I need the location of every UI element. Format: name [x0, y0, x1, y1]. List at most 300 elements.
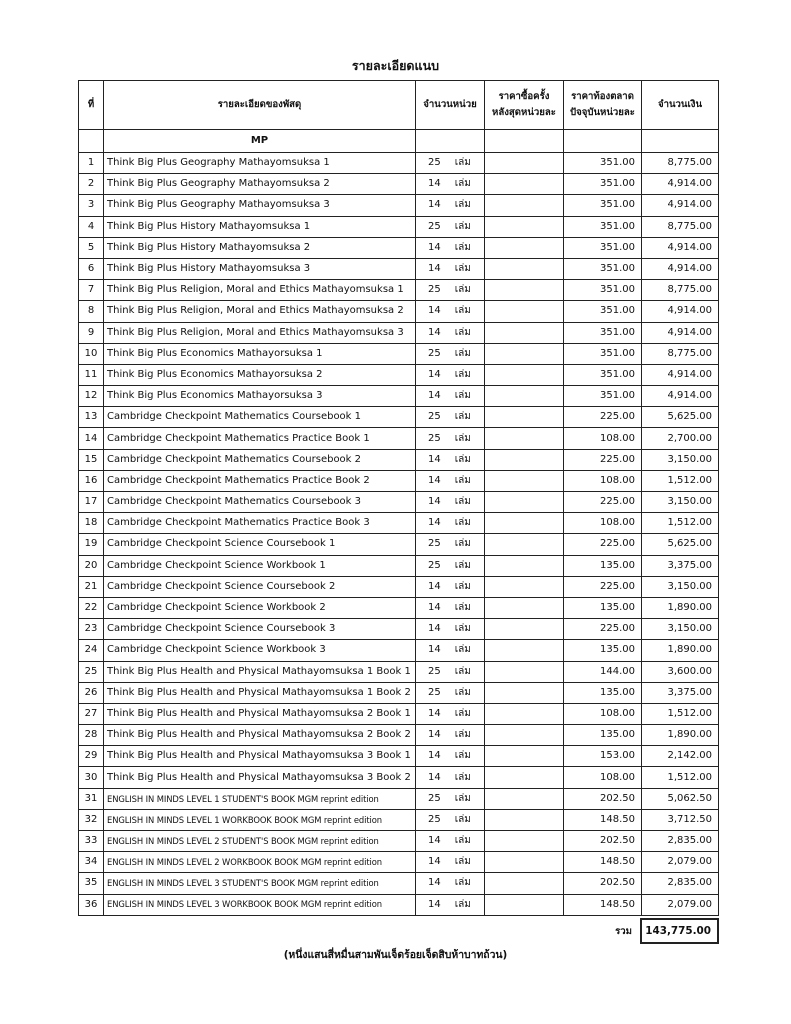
row-quantity	[416, 237, 485, 258]
row-unit: เล่ม	[454, 559, 471, 571]
row-quantity-value: 14	[428, 835, 441, 847]
row-last-price	[485, 174, 564, 195]
row-unit: เล่ม	[454, 644, 471, 656]
row-description: Cambridge Checkpoint Science Coursebook 2	[104, 576, 416, 597]
row-no: 33	[79, 831, 104, 852]
row-quantity-value: 25	[428, 665, 441, 677]
table-row	[79, 767, 719, 788]
row-quantity	[416, 703, 485, 724]
row-no: 32	[79, 809, 104, 830]
row-market-price: 225.00	[564, 534, 642, 555]
row-last-price	[485, 619, 564, 640]
row-amount: 4,914.00	[642, 237, 719, 258]
row-unit: เล่ม	[454, 453, 471, 465]
row-quantity-value: 14	[428, 474, 441, 486]
row-quantity	[416, 428, 485, 449]
section-no-cell	[79, 130, 104, 153]
table-row	[79, 174, 719, 195]
row-description: Cambridge Checkpoint Science Workbook 2	[104, 597, 416, 618]
row-market-price: 351.00	[564, 258, 642, 279]
row-amount: 4,914.00	[642, 195, 719, 216]
row-no: 7	[79, 280, 104, 301]
row-quantity-value: 14	[428, 453, 441, 465]
row-quantity	[416, 153, 485, 174]
table-row	[79, 809, 719, 830]
row-description: Think Big Plus History Mathayomsuksa 3	[104, 258, 416, 279]
row-market-price: 202.50	[564, 873, 642, 894]
row-market-price: 144.00	[564, 661, 642, 682]
row-unit: เล่ม	[454, 368, 471, 380]
row-no: 14	[79, 428, 104, 449]
row-quantity-value: 14	[428, 856, 441, 868]
row-last-price	[485, 364, 564, 385]
row-unit: เล่ม	[454, 877, 471, 889]
row-unit: เล่ม	[454, 686, 471, 698]
row-last-price	[485, 682, 564, 703]
row-quantity	[416, 767, 485, 788]
row-description: Think Big Plus Religion, Moral and Ethics Mathayomsuksa 1	[104, 280, 416, 301]
row-description: Think Big Plus Religion, Moral and Ethics Mathayomsuksa 3	[104, 322, 416, 343]
row-description: Cambridge Checkpoint Mathematics Practice Book 3	[104, 513, 416, 534]
row-no: 21	[79, 576, 104, 597]
row-market-price: 135.00	[564, 682, 642, 703]
table-row	[79, 216, 719, 237]
table-row	[79, 428, 719, 449]
row-description: Think Big Plus Health and Physical Mathayomsuksa 2 Book 1	[104, 703, 416, 724]
row-quantity-value: 25	[428, 538, 441, 550]
row-quantity-value: 25	[428, 559, 441, 571]
table-row	[79, 682, 719, 703]
row-description: Cambridge Checkpoint Science Coursebook 3	[104, 619, 416, 640]
row-unit: เล่ม	[454, 474, 471, 486]
header-last-price-line2: หลังสุดหน่วยละ	[492, 107, 556, 118]
table-row	[79, 280, 719, 301]
row-unit: เล่ม	[454, 856, 471, 868]
table-row	[79, 407, 719, 428]
row-market-price: 108.00	[564, 470, 642, 491]
row-no: 1	[79, 153, 104, 174]
row-no: 28	[79, 725, 104, 746]
header-no: ที่	[79, 81, 104, 130]
row-no: 9	[79, 322, 104, 343]
row-no: 30	[79, 767, 104, 788]
row-description: Cambridge Checkpoint Science Workbook 3	[104, 640, 416, 661]
row-amount: 2,142.00	[642, 746, 719, 767]
row-last-price	[485, 597, 564, 618]
row-amount: 2,700.00	[642, 428, 719, 449]
row-description: Think Big Plus Health and Physical Mathayomsuksa 3 Book 2	[104, 767, 416, 788]
row-no: 27	[79, 703, 104, 724]
row-last-price	[485, 301, 564, 322]
row-market-price: 225.00	[564, 407, 642, 428]
row-last-price	[485, 492, 564, 513]
row-amount: 3,375.00	[642, 555, 719, 576]
row-no: 16	[79, 470, 104, 491]
row-quantity	[416, 831, 485, 852]
row-quantity-value: 14	[428, 580, 441, 592]
total-row	[564, 919, 718, 943]
table-row	[79, 153, 719, 174]
row-description: Think Big Plus History Mathayomsuksa 2	[104, 237, 416, 258]
row-quantity	[416, 216, 485, 237]
section-label: MP	[104, 130, 416, 153]
table-row	[79, 555, 719, 576]
row-description: ENGLISH IN MINDS LEVEL 1 WORKBOOK BOOK MGM reprint edition	[104, 809, 416, 830]
row-quantity-value: 25	[428, 157, 441, 169]
document-title: รายละเอียดแนบ	[351, 58, 440, 73]
row-no: 3	[79, 195, 104, 216]
row-no: 31	[79, 788, 104, 809]
row-market-price: 351.00	[564, 153, 642, 174]
row-quantity-value: 25	[428, 432, 441, 444]
row-quantity-value: 14	[428, 263, 441, 275]
row-market-price: 351.00	[564, 237, 642, 258]
row-no: 6	[79, 258, 104, 279]
row-amount: 2,079.00	[642, 894, 719, 915]
row-market-price: 148.50	[564, 894, 642, 915]
header-market-price-line1: ราคาท้องตลาด	[571, 91, 634, 103]
row-no: 17	[79, 492, 104, 513]
row-unit: เล่ม	[454, 220, 471, 232]
row-unit: เล่ม	[454, 157, 471, 169]
row-quantity-value: 25	[428, 284, 441, 296]
row-quantity	[416, 407, 485, 428]
row-last-price	[485, 343, 564, 364]
row-last-price	[485, 555, 564, 576]
row-unit: เล่ม	[454, 813, 471, 825]
row-unit: เล่ม	[454, 665, 471, 677]
row-description: Cambridge Checkpoint Mathematics Coursebook 2	[104, 449, 416, 470]
row-description: Cambridge Checkpoint Mathematics Practice Book 2	[104, 470, 416, 491]
row-quantity	[416, 174, 485, 195]
row-unit: เล่ม	[454, 835, 471, 847]
row-no: 18	[79, 513, 104, 534]
row-unit: เล่ม	[454, 178, 471, 190]
row-description: Cambridge Checkpoint Mathematics Practice Book 1	[104, 428, 416, 449]
row-description: Think Big Plus Geography Mathayomsuksa 1	[104, 153, 416, 174]
row-description: ENGLISH IN MINDS LEVEL 3 WORKBOOK BOOK MGM reprint edition	[104, 894, 416, 915]
row-amount: 3,375.00	[642, 682, 719, 703]
row-unit: เล่ม	[454, 347, 471, 359]
row-market-price: 225.00	[564, 619, 642, 640]
row-amount: 2,835.00	[642, 831, 719, 852]
row-unit: เล่ม	[454, 199, 471, 211]
row-amount: 1,512.00	[642, 470, 719, 491]
row-amount: 5,625.00	[642, 534, 719, 555]
row-quantity	[416, 725, 485, 746]
row-market-price: 202.50	[564, 788, 642, 809]
table-row	[79, 237, 719, 258]
row-unit: เล่ม	[454, 729, 471, 741]
row-market-price: 108.00	[564, 767, 642, 788]
row-last-price	[485, 407, 564, 428]
row-amount: 1,890.00	[642, 640, 719, 661]
row-quantity-value: 14	[428, 390, 441, 402]
row-description: Think Big Plus Economics Mathayorsuksa 2	[104, 364, 416, 385]
row-market-price: 153.00	[564, 746, 642, 767]
table-row	[79, 831, 719, 852]
table-row	[79, 746, 719, 767]
row-quantity	[416, 195, 485, 216]
row-no: 22	[79, 597, 104, 618]
row-market-price: 202.50	[564, 831, 642, 852]
row-market-price: 108.00	[564, 513, 642, 534]
row-amount: 2,079.00	[642, 852, 719, 873]
row-no: 20	[79, 555, 104, 576]
row-last-price	[485, 640, 564, 661]
row-quantity-value: 14	[428, 305, 441, 317]
table-row	[79, 343, 719, 364]
row-amount: 4,914.00	[642, 364, 719, 385]
table-row	[79, 386, 719, 407]
row-quantity	[416, 555, 485, 576]
row-no: 11	[79, 364, 104, 385]
table-row	[79, 661, 719, 682]
table-row	[79, 703, 719, 724]
row-amount: 8,775.00	[642, 280, 719, 301]
row-quantity	[416, 894, 485, 915]
section-row	[79, 130, 719, 153]
row-description: Think Big Plus Health and Physical Mathayomsuksa 2 Book 2	[104, 725, 416, 746]
header-last-price-line1: ราคาซื้อครั้ง	[498, 91, 550, 103]
row-last-price	[485, 852, 564, 873]
table-header-row	[79, 81, 719, 130]
row-unit: เล่ม	[454, 538, 471, 550]
header-market-price-line2: ปัจจุบันหน่วยละ	[570, 107, 635, 118]
row-amount: 4,914.00	[642, 258, 719, 279]
row-market-price: 108.00	[564, 703, 642, 724]
row-last-price	[485, 428, 564, 449]
section-amount-cell	[642, 130, 719, 153]
row-unit: เล่ม	[454, 305, 471, 317]
row-no: 13	[79, 407, 104, 428]
row-market-price: 351.00	[564, 322, 642, 343]
row-description: Cambridge Checkpoint Mathematics Coursebook 1	[104, 407, 416, 428]
row-last-price	[485, 386, 564, 407]
row-last-price	[485, 873, 564, 894]
row-unit: เล่ม	[454, 898, 471, 910]
row-market-price: 135.00	[564, 597, 642, 618]
row-market-price: 351.00	[564, 280, 642, 301]
row-unit: เล่ม	[454, 263, 471, 275]
table-row	[79, 725, 719, 746]
row-market-price: 351.00	[564, 343, 642, 364]
row-last-price	[485, 322, 564, 343]
row-quantity	[416, 788, 485, 809]
row-quantity-value: 14	[428, 496, 441, 508]
row-last-price	[485, 725, 564, 746]
row-last-price	[485, 280, 564, 301]
row-amount: 3,150.00	[642, 449, 719, 470]
row-no: 5	[79, 237, 104, 258]
row-quantity	[416, 661, 485, 682]
row-market-price: 148.50	[564, 809, 642, 830]
row-last-price	[485, 894, 564, 915]
table-row	[79, 470, 719, 491]
row-unit: เล่ม	[454, 602, 471, 614]
table-row	[79, 788, 719, 809]
row-quantity-value: 14	[428, 707, 441, 719]
row-quantity-value: 14	[428, 644, 441, 656]
row-description: Think Big Plus Health and Physical Mathayomsuksa 1 Book 1	[104, 661, 416, 682]
row-description: Think Big Plus History Mathayomsuksa 1	[104, 216, 416, 237]
row-quantity	[416, 470, 485, 491]
row-last-price	[485, 470, 564, 491]
row-description: Think Big Plus Geography Mathayomsuksa 3	[104, 195, 416, 216]
row-no: 19	[79, 534, 104, 555]
row-quantity-value: 14	[428, 517, 441, 529]
row-unit: เล่ม	[454, 284, 471, 296]
row-quantity-value: 14	[428, 602, 441, 614]
row-market-price: 351.00	[564, 195, 642, 216]
row-last-price	[485, 703, 564, 724]
items-table	[78, 80, 719, 916]
row-last-price	[485, 767, 564, 788]
row-market-price: 135.00	[564, 555, 642, 576]
row-amount: 3,150.00	[642, 619, 719, 640]
row-quantity-value: 14	[428, 877, 441, 889]
row-last-price	[485, 788, 564, 809]
row-unit: เล่ม	[454, 623, 471, 635]
row-amount: 3,150.00	[642, 576, 719, 597]
row-last-price	[485, 534, 564, 555]
row-unit: เล่ม	[454, 580, 471, 592]
row-unit: เล่ม	[454, 390, 471, 402]
row-quantity	[416, 492, 485, 513]
row-unit: เล่ม	[454, 771, 471, 783]
header-last-price	[485, 81, 564, 130]
row-unit: เล่ม	[454, 750, 471, 762]
row-no: 36	[79, 894, 104, 915]
table-row	[79, 513, 719, 534]
row-quantity	[416, 322, 485, 343]
row-amount: 5,062.50	[642, 788, 719, 809]
row-unit: เล่ม	[454, 411, 471, 423]
table-row	[79, 364, 719, 385]
row-quantity-value: 25	[428, 792, 441, 804]
row-quantity-value: 25	[428, 813, 441, 825]
row-no: 24	[79, 640, 104, 661]
total-label: รวม	[615, 925, 632, 937]
row-quantity	[416, 873, 485, 894]
total-table	[564, 918, 719, 944]
row-amount: 8,775.00	[642, 343, 719, 364]
row-last-price	[485, 831, 564, 852]
row-no: 34	[79, 852, 104, 873]
row-quantity	[416, 280, 485, 301]
row-no: 23	[79, 619, 104, 640]
total-value: 143,775.00	[641, 919, 718, 943]
row-quantity	[416, 386, 485, 407]
row-unit: เล่ม	[454, 517, 471, 529]
table-row	[79, 258, 719, 279]
row-quantity-value: 14	[428, 326, 441, 338]
row-last-price	[485, 153, 564, 174]
total-in-words: (หนึ่งแสนสี่หมื่นสามพันเจ็ดร้อยเจ็ดสิบห้าบาทถ้วน)	[283, 949, 508, 961]
header-description: รายละเอียดของพัสดุ	[104, 81, 416, 130]
row-amount: 4,914.00	[642, 174, 719, 195]
row-description: Think Big Plus Geography Mathayomsuksa 2	[104, 174, 416, 195]
row-quantity	[416, 258, 485, 279]
row-no: 29	[79, 746, 104, 767]
row-amount: 1,512.00	[642, 513, 719, 534]
row-description: ENGLISH IN MINDS LEVEL 1 STUDENT'S BOOK MGM reprint edition	[104, 788, 416, 809]
row-amount: 1,890.00	[642, 725, 719, 746]
row-quantity	[416, 449, 485, 470]
row-quantity-value: 14	[428, 241, 441, 253]
section-qty-cell	[416, 130, 485, 153]
row-amount: 8,775.00	[642, 216, 719, 237]
table-row	[79, 576, 719, 597]
row-quantity	[416, 513, 485, 534]
row-description: Cambridge Checkpoint Science Workbook 1	[104, 555, 416, 576]
header-amount: จำนวนเงิน	[642, 81, 719, 130]
row-quantity	[416, 301, 485, 322]
row-last-price	[485, 258, 564, 279]
row-market-price: 148.50	[564, 852, 642, 873]
row-no: 15	[79, 449, 104, 470]
row-quantity	[416, 576, 485, 597]
row-quantity-value: 14	[428, 199, 441, 211]
row-market-price: 135.00	[564, 725, 642, 746]
row-quantity-value: 25	[428, 686, 441, 698]
row-amount: 8,775.00	[642, 153, 719, 174]
row-amount: 3,712.50	[642, 809, 719, 830]
row-last-price	[485, 216, 564, 237]
table-row	[79, 619, 719, 640]
row-description: Think Big Plus Economics Mathayorsuksa 3	[104, 386, 416, 407]
table-row	[79, 492, 719, 513]
row-quantity	[416, 809, 485, 830]
row-quantity	[416, 534, 485, 555]
table-row	[79, 873, 719, 894]
row-market-price: 351.00	[564, 301, 642, 322]
row-quantity	[416, 364, 485, 385]
row-quantity	[416, 746, 485, 767]
row-description: Cambridge Checkpoint Science Coursebook 1	[104, 534, 416, 555]
row-market-price: 351.00	[564, 386, 642, 407]
row-unit: เล่ม	[454, 707, 471, 719]
row-last-price	[485, 449, 564, 470]
row-quantity-value: 14	[428, 368, 441, 380]
row-amount: 4,914.00	[642, 322, 719, 343]
row-amount: 2,835.00	[642, 873, 719, 894]
section-market-price-cell	[564, 130, 642, 153]
row-amount: 4,914.00	[642, 386, 719, 407]
row-unit: เล่ม	[454, 432, 471, 444]
row-quantity	[416, 343, 485, 364]
header-market-price	[564, 81, 642, 130]
row-last-price	[485, 661, 564, 682]
row-last-price	[485, 195, 564, 216]
row-unit: เล่ม	[454, 326, 471, 338]
row-market-price: 225.00	[564, 576, 642, 597]
row-quantity-value: 25	[428, 220, 441, 232]
row-no: 4	[79, 216, 104, 237]
row-amount: 1,890.00	[642, 597, 719, 618]
row-no: 35	[79, 873, 104, 894]
row-market-price: 351.00	[564, 364, 642, 385]
row-unit: เล่ม	[454, 496, 471, 508]
row-quantity	[416, 619, 485, 640]
row-amount: 3,150.00	[642, 492, 719, 513]
row-last-price	[485, 513, 564, 534]
row-quantity-value: 14	[428, 729, 441, 741]
row-quantity-value: 14	[428, 750, 441, 762]
row-quantity-value: 14	[428, 178, 441, 190]
row-no: 25	[79, 661, 104, 682]
row-no: 2	[79, 174, 104, 195]
